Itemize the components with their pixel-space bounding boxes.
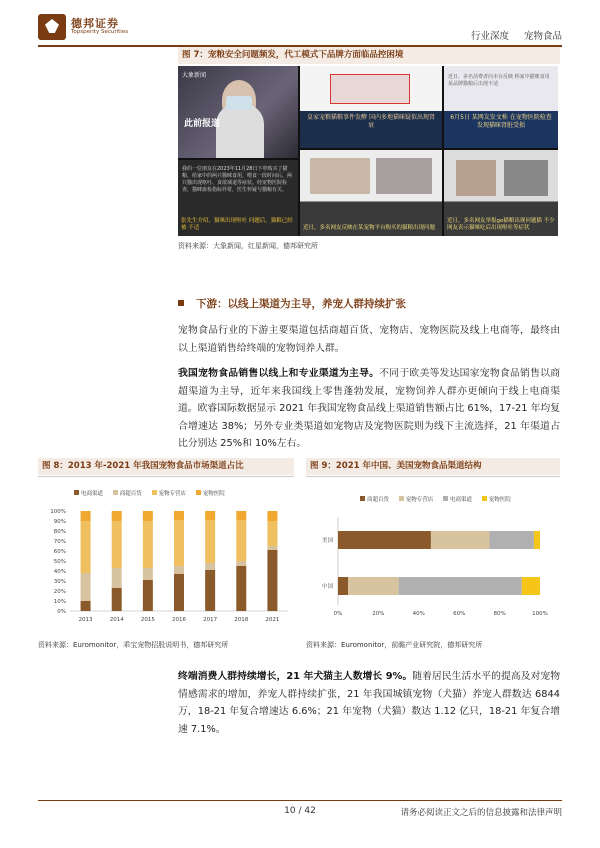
fig9-svg	[306, 477, 560, 627]
fig8-bar-segment	[236, 561, 246, 566]
fig8-bar-segment	[81, 521, 91, 573]
cat-photo	[310, 158, 370, 194]
fig8-title: 图 8：2013 年-2021 年我国宠物食品市场渠道占比	[38, 458, 294, 475]
fig9-bar-segment	[522, 577, 540, 595]
fig8-legend-3: 宠物医院	[202, 491, 225, 497]
fig9-bar-segment	[431, 531, 490, 549]
fig8-source: 资料来源：Euromonitor，乖宝宠物招股说明书，德邦研究所	[38, 641, 229, 649]
fig9-legend-2: 电商渠道	[450, 497, 473, 503]
fig8-bar-segment	[112, 588, 122, 611]
fig9-xtick: 40%	[412, 611, 425, 617]
fig8-legend-0: 电商渠道	[81, 491, 104, 497]
news-tile-5	[300, 150, 442, 236]
document-photo	[330, 74, 410, 104]
cat-photo-2	[376, 158, 432, 194]
fig8-ytick: 30%	[53, 579, 66, 585]
fig9-bar-segment	[490, 531, 534, 549]
fig8-bar-segment	[205, 570, 215, 611]
fig8-bar-segment	[112, 511, 122, 521]
paragraph-2	[178, 365, 560, 453]
footer-divider	[38, 800, 562, 801]
fig8-ytick: 60%	[53, 549, 66, 555]
fig9-xtick: 60%	[453, 611, 466, 617]
tile3-headline: 6月5日 某网友发文称 在宠物医院检查发现猫咪肾脏受损	[450, 114, 552, 129]
fig8-bar-segment	[143, 511, 153, 521]
person-coat	[216, 104, 264, 158]
face-mask	[226, 96, 252, 110]
paragraph-2-body: 不同于欧美等发达国家宠物食品销售以商超渠道为主导，近年来我国线上零售蓬勃发展，宠物饲养人群亦更倾向于线上电商渠道。欧睿国际数据显示 2021 年我国宠物食品线上渠道销售额占比 61%，17-21 年均复合增速达 38%；另外专业类渠道如宠物店及宠物医院则为线下主流选择，21 年渠道占比分别达 25%和 10%左右。	[178, 368, 561, 449]
news-tile-2	[300, 66, 442, 148]
fig8-bar-segment	[143, 521, 153, 568]
tile5-caption: 近日，多名网友反映在某宠物平台购买的猫粮出现问题	[303, 225, 436, 231]
fig8-ytick: 40%	[53, 569, 66, 575]
news-tile-1	[178, 66, 298, 158]
brand-name-en: Topsperity Securities	[71, 29, 129, 35]
fig8-bar-segment	[81, 601, 91, 611]
fig8-bar-segment	[174, 511, 184, 520]
fig9-legend-0: 商超百货	[367, 497, 390, 503]
fig8-bar-segment	[174, 520, 184, 566]
fig9-chart	[306, 476, 560, 626]
fig8-bar-segment	[174, 574, 184, 611]
fig8-bar-segment	[174, 566, 184, 574]
fig9-title: 图 9：2021 年中国、美国宠物食品渠道结构	[306, 458, 560, 475]
fig8-bar-segment	[205, 563, 215, 570]
section-title: 下游：以线上渠道为主导，养宠人群持续扩张	[196, 298, 406, 310]
fig8-bar-segment	[112, 568, 122, 588]
fig8-bar-segment	[205, 511, 215, 520]
fig9-legend-1: 宠物专营店	[405, 497, 434, 503]
fig8-ytick: 10%	[53, 599, 66, 605]
fig8-ytick: 100%	[50, 509, 66, 515]
tile4-text: 我的一位朋友在2023年11月28日下单购买了猫粮，给家中的两只猫咪食用，喂食一段时间后，两只猫出现呕吐、食欲减退等症状。经宠物医院检查，猫咪血检指标异常，医生怀疑与猫粮有关。	[182, 166, 293, 193]
fig9-xtick: 20%	[372, 611, 385, 617]
fig9-ytick: 美国	[321, 538, 333, 544]
page-number: 10 / 42	[284, 806, 316, 816]
fig9-legend-3: 宠物医院	[488, 497, 511, 503]
fig9-bar-segment	[338, 531, 431, 549]
news-tile-4	[178, 160, 298, 236]
report-sector: 宠物食品	[523, 31, 562, 42]
fig8-bar-segment	[205, 520, 215, 563]
report-category: 行业深度	[470, 31, 509, 42]
tile3-text: 近日，多名消费者向本台反映 称家中猫咪食用某品牌猫粮后出现不适	[448, 74, 550, 87]
fig8-bar-segment	[81, 573, 91, 601]
paragraph-3-body: 随着居民生活水平的提高及对宠物情感需求的增加，养宠人群持续扩张，21 年我国城镇宠物（犬猫）养宠人群数达 6844 万，18-21 年复合增速达 6.6%；21 年宠物（犬猫）数达 1.12 亿只，18-21 年复合增速 7.1%。	[178, 671, 560, 735]
header-tags	[459, 28, 562, 42]
fig9-source: 资料来源：Euromonitor，前瞻产业研究院，德邦研究所	[306, 641, 483, 649]
cat-photo-3	[456, 160, 496, 196]
paragraph-1: 宠物食品行业的下游主要渠道包括商超百货、宠物店、宠物医院及线上电商等，最终由以上渠道销售给终端的宠物饲养人群。	[178, 325, 560, 354]
paragraph-3-lead: 终端消费人群持续增长，21 年犬猫主人数增长 9%。	[178, 671, 413, 682]
fig8-chart	[38, 476, 294, 626]
fig8-xtick: 2016	[172, 617, 186, 623]
fig8-ytick: 80%	[53, 529, 66, 535]
fig9-bar-segment	[399, 577, 522, 595]
brand-name: 德邦证券	[71, 17, 119, 30]
fig9-xtick: 100%	[532, 611, 548, 617]
fig8-bar-segment	[143, 568, 153, 580]
fig9-bar-segment	[338, 577, 348, 595]
fig8-bar-segment	[267, 546, 277, 550]
section-bullet-icon	[178, 300, 184, 306]
fig8-xtick: 2014	[109, 617, 124, 623]
cat-photo-4	[504, 160, 548, 196]
news-tile-3	[444, 66, 558, 148]
fig8-bar-segment	[267, 550, 277, 611]
fig8-bar-segment	[81, 511, 91, 521]
fig8-bar-segment	[267, 511, 277, 521]
fig7-title: 图 7：宠粮安全问题频发，代工模式下品牌方面临品控困境	[178, 47, 560, 64]
brand-logo-icon	[38, 14, 66, 40]
tile4-caption: 张先生介绍，猫咪出现呕吐 问题后，猫粮已经被 不适	[181, 218, 293, 231]
footer-disclaimer: 请务必阅读正文之后的信息披露和法律声明	[400, 808, 562, 818]
fig8-legend-2: 宠物专营店	[158, 491, 187, 497]
fig8-bar-segment	[236, 511, 246, 520]
fig8-ytick: 0%	[57, 609, 66, 615]
fig8-xtick: 2018	[234, 617, 249, 623]
fig9-xtick: 0%	[333, 611, 343, 617]
tile6-caption: 近日，多名网友举报go猫粮出现问题猫 不少网友表示猫咪吃后出现呕吐等症状	[447, 218, 555, 231]
fig8-svg	[38, 477, 294, 627]
fig8-ytick: 90%	[53, 519, 66, 525]
fig8-xtick: 2013	[78, 617, 93, 623]
fig8-ytick: 50%	[53, 559, 66, 565]
fig8-xtick: 2017	[203, 617, 218, 623]
fig8-ytick: 20%	[53, 589, 66, 595]
tile1-caption: 此前报道	[184, 119, 221, 129]
paragraph-3	[178, 668, 560, 738]
page-header	[38, 14, 562, 46]
news-tile-6	[444, 150, 558, 236]
fig9-bar-segment	[348, 577, 399, 595]
paragraph-2-lead: 我国宠物食品销售以线上和专业渠道为主导。	[178, 368, 380, 379]
section-heading	[178, 296, 406, 311]
fig8-bar-segment	[236, 520, 246, 561]
fig7-source: 资料来源：大象新闻，红星新闻，德邦研究所	[178, 242, 318, 250]
tile2-headline: 皇家宠粮猫粮事件发酵 国内多地猫咪疑似出现肾衰	[307, 114, 435, 129]
fig8-xtick: 2021	[265, 617, 280, 623]
fig8-xtick: 2015	[140, 617, 155, 623]
fig8-bar-segment	[112, 521, 122, 568]
fig9-bar-segment	[534, 531, 540, 549]
fig9-ytick: 中国	[321, 584, 333, 590]
fig8-bar-segment	[236, 566, 246, 611]
tile1-tag: 大象新闻	[182, 72, 207, 79]
news-collage-image	[178, 66, 558, 236]
fig9-xtick: 80%	[493, 611, 506, 617]
fig8-ytick: 70%	[53, 539, 66, 545]
fig8-bar-segment	[267, 521, 277, 546]
fig8-legend-1: 商超百货	[119, 491, 142, 497]
fig8-bar-segment	[143, 580, 153, 611]
